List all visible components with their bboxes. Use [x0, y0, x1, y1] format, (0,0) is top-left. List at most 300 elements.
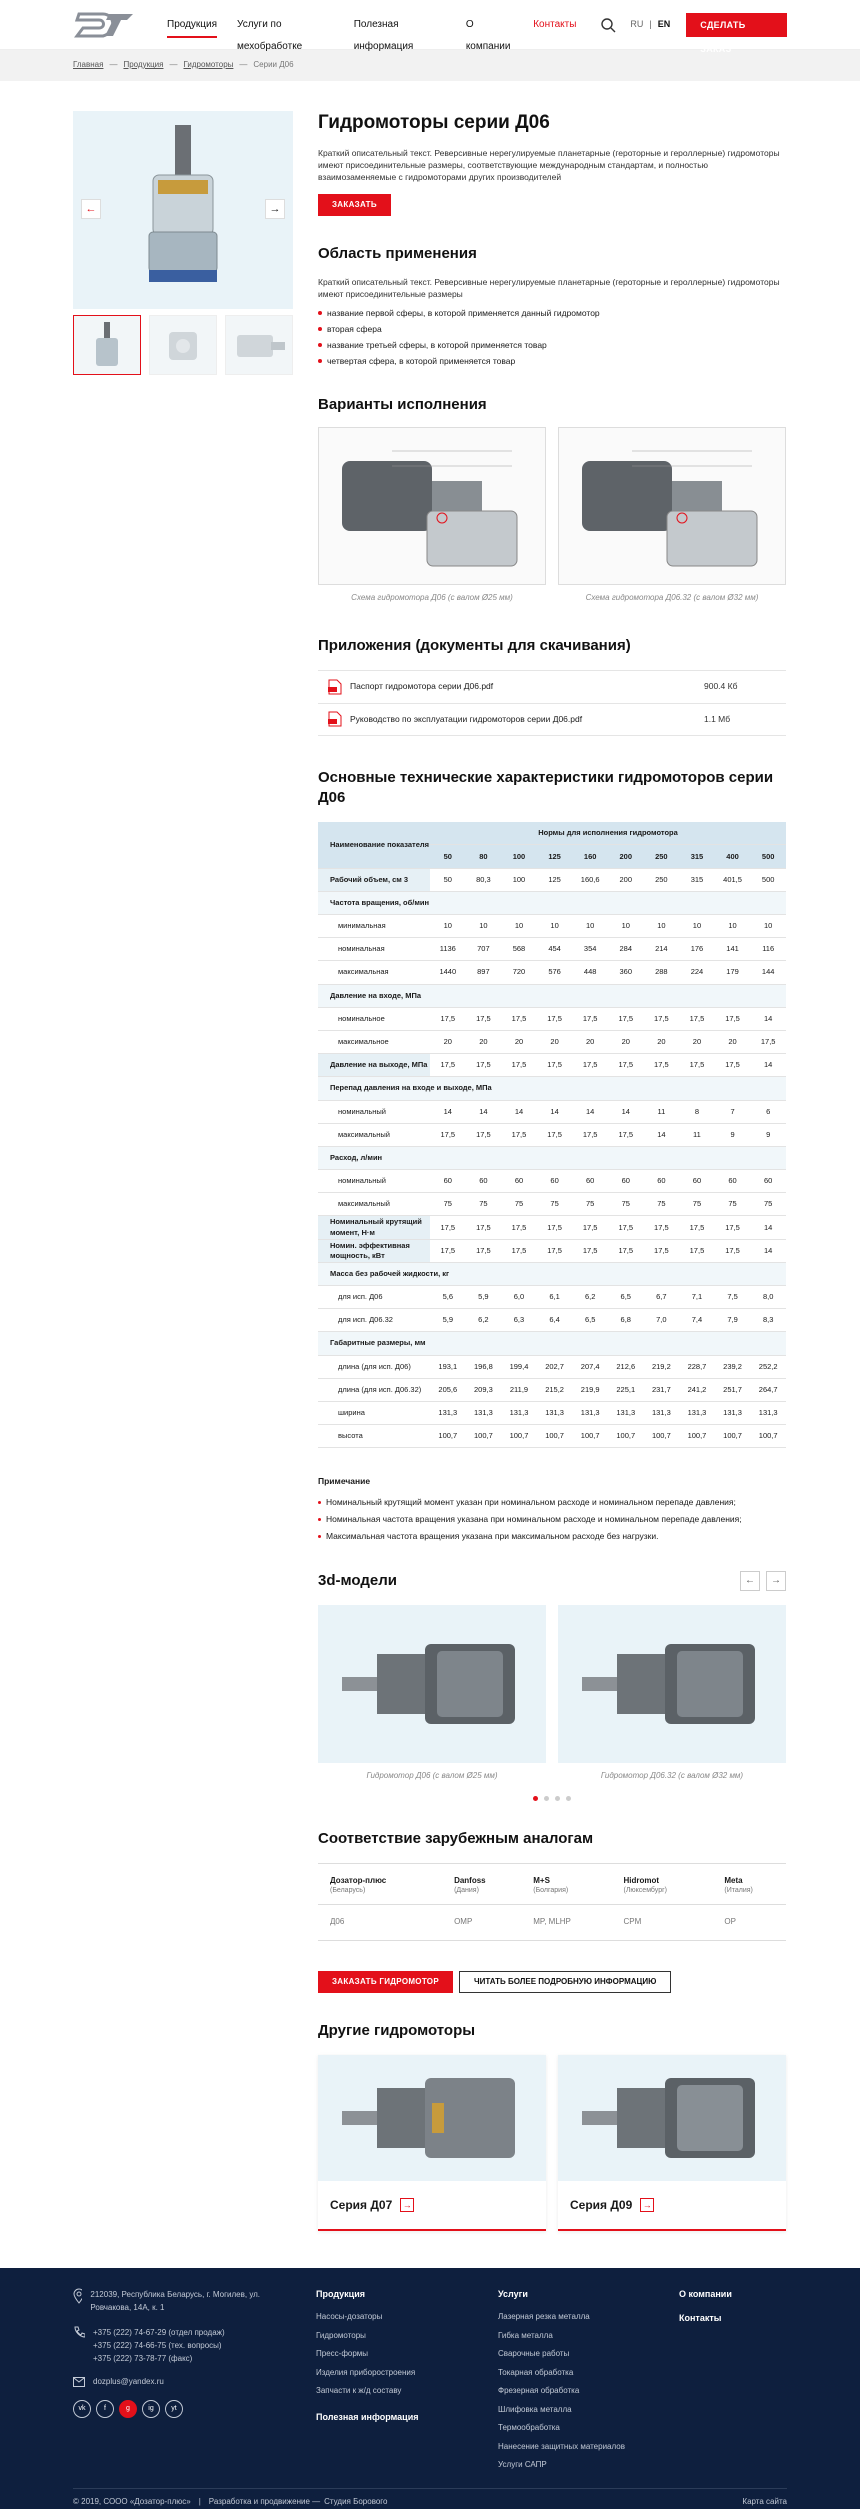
notes	[318, 1476, 786, 1544]
footer-link[interactable]: Нанесение защитных материалов	[498, 2441, 625, 2451]
variant-card[interactable]	[558, 427, 786, 604]
table-row	[318, 1170, 786, 1193]
specs-cell: 354	[572, 938, 608, 961]
specs-cell: 8,0	[750, 1286, 786, 1309]
specs-row-label: максимальное	[318, 1030, 430, 1053]
table-row	[318, 1100, 786, 1123]
page-title: Гидромоторы серии Д06	[318, 112, 550, 133]
specs-cell: 131,3	[501, 1401, 537, 1424]
specs-cell: 568	[501, 938, 537, 961]
specs-cell: 17,5	[537, 1239, 573, 1262]
specs-cell: 17,5	[466, 1123, 502, 1146]
nav-about[interactable]: О компании	[465, 18, 511, 52]
variant-scheme-image	[318, 427, 546, 585]
company-logo[interactable]	[73, 8, 135, 42]
specs-cell: 17,5	[679, 1239, 715, 1262]
specs-row-label: для исп. Д06.32	[318, 1309, 430, 1332]
specs-col-head: 160	[572, 845, 608, 868]
specs-cell: 100,7	[572, 1425, 608, 1448]
specs-cell: 5,9	[430, 1309, 466, 1332]
specs-cell: 75	[430, 1193, 466, 1216]
specs-cell: 207,4	[572, 1355, 608, 1378]
lang-ru[interactable]: RU	[630, 19, 644, 30]
carousel-dot[interactable]	[533, 1796, 538, 1801]
specs-cell: 20	[572, 1030, 608, 1053]
specs-cell: 241,2	[679, 1378, 715, 1401]
other-motor-image	[318, 2055, 546, 2181]
specs-cell: 6,2	[572, 1286, 608, 1309]
specs-title: Основные технические характеристики гидромоторов серии Д06	[318, 768, 774, 806]
search-icon[interactable]	[600, 17, 616, 33]
note-item: Номинальная частота вращения указана при номинальном расходе и номинальном перепаде давления;	[318, 1511, 786, 1528]
variant-scheme-image	[558, 427, 786, 585]
specs-cell: 10	[644, 915, 680, 938]
specs-cell: 17,5	[715, 1007, 751, 1030]
specs-row-label: Давление на выходе, МПа	[318, 1054, 430, 1077]
application-title: Область применения	[318, 245, 477, 262]
studio-link[interactable]: Студия Борового	[324, 2497, 388, 2506]
specs-col-head: 50	[430, 845, 466, 868]
specs-cell: 20	[644, 1030, 680, 1053]
specs-cell: 17,5	[466, 1054, 502, 1077]
specs-cell: 60	[501, 1170, 537, 1193]
table-row	[318, 1123, 786, 1146]
other-motor-card[interactable]	[318, 2055, 546, 2231]
specs-cell: 897	[466, 961, 502, 984]
specs-cell: 8,3	[750, 1309, 786, 1332]
specs-cell: 17,5	[679, 1007, 715, 1030]
specs-cell: 17,5	[537, 1216, 573, 1239]
footer-phone[interactable]: +375 (222) 73-78-77 (факс)	[93, 2354, 193, 2363]
specs-row-label: номинальный	[318, 1170, 430, 1193]
youtube-icon[interactable]: yt	[165, 2400, 183, 2418]
product-gallery	[73, 111, 293, 375]
specs-cell: 17,5	[715, 1054, 751, 1077]
specs-cell: 176	[679, 938, 715, 961]
specs-row-label: номинальное	[318, 1007, 430, 1030]
variant-card[interactable]	[318, 427, 546, 604]
specs-cell: 10	[608, 915, 644, 938]
gallery-next-button[interactable]: →	[265, 199, 285, 219]
specs-row-label: Рабочий объем, см 3	[318, 868, 430, 891]
specs-cell: 6,4	[537, 1309, 573, 1332]
specs-row-label: минимальная	[318, 915, 430, 938]
specs-cell: 14	[501, 1100, 537, 1123]
specs-cell: 448	[572, 961, 608, 984]
footer-phone[interactable]: +375 (222) 74-67-29 (отдел продаж)	[93, 2328, 225, 2337]
others-row	[318, 2055, 786, 2231]
footer-useful-title[interactable]: Полезная информация	[316, 2411, 419, 2422]
specs-cell: 75	[572, 1193, 608, 1216]
carousel-dot[interactable]	[544, 1796, 549, 1801]
specs-cell: 6,3	[501, 1309, 537, 1332]
footer-link[interactable]: Гибка металла	[498, 2330, 553, 2340]
specs-cell: 131,3	[430, 1401, 466, 1424]
other-motor-title[interactable]: Серия Д09	[570, 2197, 633, 2212]
analog-value: OP	[712, 1904, 786, 1940]
table-row	[318, 1077, 786, 1100]
specs-col-head: 80	[466, 845, 502, 868]
analogs-table	[318, 1863, 786, 1941]
specs-row-label: номинальная	[318, 938, 430, 961]
other-motor-image	[558, 2055, 786, 2181]
crumb-home[interactable]: Главная	[73, 60, 104, 70]
specs-cell: 17,5	[608, 1007, 644, 1030]
model-image	[558, 1605, 786, 1763]
model-card[interactable]	[318, 1605, 546, 1782]
specs-cell: 10	[750, 915, 786, 938]
specs-cell: 205,6	[430, 1378, 466, 1401]
table-row	[318, 1378, 786, 1401]
table-row	[318, 1030, 786, 1053]
list-item: название третьей сферы, в которой применяется товар	[318, 337, 786, 353]
specs-cell: 219,9	[572, 1378, 608, 1401]
table-row	[318, 1286, 786, 1309]
specs-cell: 100,7	[750, 1425, 786, 1448]
specs-cell: 401,5	[715, 868, 751, 891]
specs-cell: 360	[608, 961, 644, 984]
specs-head-name: Наименование показателя	[318, 822, 430, 868]
specs-cell: 10	[572, 915, 608, 938]
footer-link[interactable]: Лазерная резка металла	[498, 2312, 590, 2322]
list-item: вторая сфера	[318, 321, 786, 337]
table-row	[318, 1054, 786, 1077]
breadcrumb: Главная — Продукция — Гидромоторы — Серии Д06	[0, 50, 860, 81]
specs-row-label: Номинальный крутящий момент, Н·м	[318, 1216, 430, 1239]
analog-head: Hidromot (Люксембург)	[611, 1863, 712, 1904]
specs-row-label: длина (для исп. Д06)	[318, 1355, 430, 1378]
specs-cell: 212,6	[608, 1355, 644, 1378]
footer-link[interactable]: Гидромоторы	[316, 2330, 366, 2340]
table-row	[318, 1262, 786, 1285]
arrow-right-icon[interactable]: →	[400, 2198, 414, 2212]
specs-cell: 75	[608, 1193, 644, 1216]
specs-cell: 211,9	[501, 1378, 537, 1401]
footer-link[interactable]: Шлифовка металла	[498, 2404, 572, 2414]
specs-cell: 231,7	[644, 1378, 680, 1401]
specs-cell: 17,5	[466, 1216, 502, 1239]
table-row	[318, 1355, 786, 1378]
specs-cell: 6,5	[608, 1286, 644, 1309]
application-description: Краткий описательный текст. Реверсивные нерегулируемые планетарные (героторные и героллерные) гидромоторы имеют присоединительные размеры	[318, 277, 780, 299]
specs-cell: 17,5	[537, 1054, 573, 1077]
footer-link[interactable]: Термообработка	[498, 2423, 560, 2433]
product-main-image	[73, 111, 293, 309]
specs-row-label: для исп. Д06	[318, 1286, 430, 1309]
others-title: Другие гидромоторы	[318, 2021, 476, 2039]
specs-row-label: максимальный	[318, 1193, 430, 1216]
specs-cell: 60	[679, 1170, 715, 1193]
specs-cell: 196,8	[466, 1355, 502, 1378]
specs-col-head: 250	[644, 845, 680, 868]
specs-cell: 17,5	[466, 1239, 502, 1262]
specs-row-label: номинальный	[318, 1100, 430, 1123]
table-row	[318, 1239, 786, 1262]
specs-cell: 100,7	[715, 1425, 751, 1448]
specs-cell: 60	[572, 1170, 608, 1193]
specs-cell: 454	[537, 938, 573, 961]
specs-cell: 17,5	[430, 1216, 466, 1239]
specs-cell: 14	[537, 1100, 573, 1123]
specs-table	[318, 822, 786, 1449]
specs-cell: 131,3	[679, 1401, 715, 1424]
sitemap-link[interactable]: Карта сайта	[742, 2497, 787, 2506]
specs-cell: 20	[608, 1030, 644, 1053]
gallery-thumb[interactable]	[225, 315, 293, 375]
table-row	[318, 891, 786, 914]
vk-icon[interactable]: vk	[73, 2400, 91, 2418]
lang-en[interactable]: EN	[657, 19, 671, 30]
main-nav	[157, 14, 586, 52]
table-row	[318, 1216, 786, 1239]
specs-cell: 75	[644, 1193, 680, 1216]
specs-col-head: 125	[537, 845, 573, 868]
facebook-icon[interactable]: f	[96, 2400, 114, 2418]
social-links	[73, 2400, 283, 2418]
doc-size: 1.1 Мб	[704, 713, 731, 724]
model-caption: Гидромотор Д06 (с валом Ø25 мм)	[366, 1770, 498, 1780]
footer-email[interactable]: dozplus@yandex.ru	[93, 2377, 164, 2386]
footer-contacts-title[interactable]: Контакты	[679, 2313, 722, 2324]
specs-cell: 17,5	[501, 1239, 537, 1262]
analog-head: Дозатор-плюс (Беларусь)	[318, 1863, 442, 1904]
analog-value: Д06	[318, 1904, 442, 1940]
carousel-dots	[318, 1796, 786, 1801]
other-motor-card[interactable]	[558, 2055, 786, 2231]
specs-cell: 14	[466, 1100, 502, 1123]
order-hydromotor-button[interactable]: ЗАКАЗАТЬ ГИДРОМОТОР	[318, 1971, 453, 1993]
specs-cell: 20	[501, 1030, 537, 1053]
table-row	[318, 1425, 786, 1448]
application-list	[318, 305, 786, 369]
gallery-prev-button[interactable]: ←	[81, 199, 101, 219]
location-pin-icon	[73, 2288, 82, 2304]
specs-cell: 7,4	[679, 1309, 715, 1332]
table-row	[318, 984, 786, 1007]
specs-cell: 11	[679, 1123, 715, 1146]
footer-link[interactable]: Насосы-дозаторы	[316, 2312, 383, 2322]
specs-cell: 315	[679, 868, 715, 891]
nav-useful-info[interactable]: Полезная информация	[353, 18, 414, 52]
specs-cell: 17,5	[608, 1054, 644, 1077]
footer-phone[interactable]: +375 (222) 74-66-75 (тех. вопросы)	[93, 2341, 222, 2350]
variants-row	[318, 427, 786, 604]
specs-cell: 10	[430, 915, 466, 938]
footer-link[interactable]: Изделия приборостроения	[316, 2367, 416, 2377]
specs-head-norms: Нормы для исполнения гидромотора	[430, 822, 786, 845]
specs-cell: 131,3	[750, 1401, 786, 1424]
list-item: четвертая сфера, в которой применяется товар	[318, 353, 786, 369]
specs-row-label: максимальная	[318, 961, 430, 984]
specs-cell: 100,7	[537, 1425, 573, 1448]
specs-col-head: 400	[715, 845, 751, 868]
order-button[interactable]: ЗАКАЗАТЬ	[318, 194, 391, 216]
footer-link[interactable]: Токарная обработка	[498, 2367, 574, 2377]
doc-row[interactable]	[318, 670, 786, 703]
specs-cell: 225,1	[608, 1378, 644, 1401]
specs-cell: 17,5	[537, 1007, 573, 1030]
specs-cell: 60	[430, 1170, 466, 1193]
table-row	[318, 1309, 786, 1332]
gallery-thumbnails	[73, 315, 293, 375]
specs-cell: 80,3	[466, 868, 502, 891]
instagram-icon[interactable]: ig	[142, 2400, 160, 2418]
copyright: © 2019, СООО «Дозатор-плюс»	[73, 2497, 191, 2506]
doc-row[interactable]	[318, 703, 786, 736]
footer-link[interactable]: Пресс-формы	[316, 2349, 369, 2359]
specs-cell: 17,5	[501, 1054, 537, 1077]
crumb-hydromotors[interactable]: Гидромоторы	[183, 60, 234, 70]
footer-link[interactable]: Запчасти к ж/д составу	[316, 2386, 402, 2396]
specs-cell: 7,0	[644, 1309, 680, 1332]
specs-cell: 14	[750, 1216, 786, 1239]
specs-cell: 250	[644, 868, 680, 891]
specs-cell: 707	[466, 938, 502, 961]
specs-row-label: максимальный	[318, 1123, 430, 1146]
model-card[interactable]	[558, 1605, 786, 1782]
analog-head: Danfoss (Дания)	[442, 1863, 521, 1904]
specs-cell: 14	[750, 1054, 786, 1077]
carousel-dot[interactable]	[555, 1796, 560, 1801]
specs-cell: 17,5	[608, 1239, 644, 1262]
specs-cell: 17,5	[430, 1007, 466, 1030]
developer-text: Разработка и продвижение —	[208, 2497, 321, 2506]
specs-cell: 60	[750, 1170, 786, 1193]
pdf-icon	[328, 711, 342, 727]
analog-value: OMP	[442, 1904, 521, 1940]
models-prev-button[interactable]: ←	[740, 1571, 760, 1591]
docs-title: Приложения (документы для скачивания)	[318, 636, 631, 654]
specs-cell: 288	[644, 961, 680, 984]
specs-cell: 75	[715, 1193, 751, 1216]
footer-link[interactable]: Фрезерная обработка	[498, 2386, 580, 2396]
specs-cell: 17,5	[572, 1054, 608, 1077]
specs-col-head: 200	[608, 845, 644, 868]
footer-link[interactable]: Сварочные работы	[498, 2349, 570, 2359]
specs-row-label: высота	[318, 1425, 430, 1448]
specs-cell: 17,5	[430, 1123, 466, 1146]
variant-caption: Схема гидромотора Д06.32 (с валом Ø32 мм)	[585, 593, 759, 602]
specs-cell: 264,7	[750, 1378, 786, 1401]
specs-cell: 14	[750, 1239, 786, 1262]
specs-cell: 239,2	[715, 1355, 751, 1378]
specs-cell: 215,2	[537, 1378, 573, 1401]
specs-cell: 20	[466, 1030, 502, 1053]
specs-cell: 193,1	[430, 1355, 466, 1378]
specs-cell: 14	[644, 1123, 680, 1146]
specs-cell: 17,5	[644, 1216, 680, 1239]
model-image	[318, 1605, 546, 1763]
nav-contacts[interactable]: Контакты	[533, 18, 577, 30]
specs-cell: 60	[715, 1170, 751, 1193]
specs-cell: 50	[430, 868, 466, 891]
phone-icon	[73, 2326, 85, 2338]
specs-cell: 141	[715, 938, 751, 961]
specs-cell: 7,1	[679, 1286, 715, 1309]
specs-cell: 17,5	[466, 1007, 502, 1030]
specs-cell: 100,7	[608, 1425, 644, 1448]
variant-caption: Схема гидромотора Д06 (с валом Ø25 мм)	[351, 593, 513, 602]
gallery-thumb[interactable]	[73, 315, 141, 375]
specs-cell: 60	[644, 1170, 680, 1193]
nav-machining[interactable]: Услуги по мехобработке	[237, 18, 303, 52]
specs-cell: 75	[501, 1193, 537, 1216]
specs-cell: 5,6	[430, 1286, 466, 1309]
models-next-button[interactable]: →	[766, 1571, 786, 1591]
other-motor-title[interactable]: Серия Д07	[330, 2197, 393, 2212]
specs-cell: 200	[608, 868, 644, 891]
product-description: Краткий описательный текст. Реверсивные нерегулируемые планетарные (героторные и героллерные) гидромоторы имеют присоединительные размеры, соответствующие международным стандартам, и полностью взаимозаменяемые с гидромоторами других производителей	[318, 148, 780, 182]
table-row	[318, 1193, 786, 1216]
specs-cell: 20	[679, 1030, 715, 1053]
specs-cell: 17,5	[644, 1239, 680, 1262]
footer-about-title[interactable]: О компании	[679, 2289, 732, 2299]
mail-icon	[73, 2377, 85, 2387]
table-row	[318, 1332, 786, 1355]
specs-cell: 7,5	[715, 1286, 751, 1309]
specs-cell: 5,9	[466, 1286, 502, 1309]
specs-row-label: Номин. эффективная мощность, кВт	[318, 1239, 430, 1262]
gallery-thumb[interactable]	[149, 315, 217, 375]
specs-cell: 6,5	[572, 1309, 608, 1332]
specs-cell: 17,5	[644, 1054, 680, 1077]
specs-cell: 17,5	[608, 1123, 644, 1146]
crumb-products[interactable]: Продукция	[123, 60, 164, 70]
specs-cell: 17,5	[644, 1007, 680, 1030]
specs-cell: 219,2	[644, 1355, 680, 1378]
models-carousel	[318, 1605, 786, 1782]
specs-cell: 131,3	[715, 1401, 751, 1424]
table-row	[318, 938, 786, 961]
note-item: Максимальная частота вращения указана при максимальном расходе без нагрузки.	[318, 1528, 786, 1545]
specs-cell: 252,2	[750, 1355, 786, 1378]
nav-products[interactable]: Продукция	[157, 14, 227, 36]
read-more-button[interactable]: ЧИТАТЬ БОЛЕЕ ПОДРОБНУЮ ИНФОРМАЦИЮ	[459, 1971, 671, 1993]
specs-cell: 17,5	[501, 1007, 537, 1030]
specs-cell: 17,5	[679, 1216, 715, 1239]
doc-name[interactable]: Руководство по эксплуатации гидромоторов серии Д06.pdf	[350, 713, 583, 724]
specs-cell: 17,5	[501, 1216, 537, 1239]
specs-cell: 75	[750, 1193, 786, 1216]
specs-cell: 179	[715, 961, 751, 984]
specs-cell: 10	[537, 915, 573, 938]
specs-cell: 131,3	[466, 1401, 502, 1424]
specs-cell: 1440	[430, 961, 466, 984]
specs-cell: 131,3	[572, 1401, 608, 1424]
site-footer	[0, 2268, 860, 2509]
footer-link[interactable]: Услуги САПР	[498, 2460, 547, 2470]
specs-cell: 75	[537, 1193, 573, 1216]
make-order-button[interactable]: СДЕЛАТЬ ЗАКАЗ	[686, 13, 787, 37]
specs-cell: 284	[608, 938, 644, 961]
specs-cell: 100,7	[466, 1425, 502, 1448]
specs-group-label: Давление на входе, МПа	[318, 984, 786, 1007]
specs-group-label: Габаритные размеры, мм	[318, 1332, 786, 1355]
specs-cell: 14	[572, 1100, 608, 1123]
list-item: название первой сферы, в которой применяется данный гидромотор	[318, 305, 786, 321]
carousel-dot[interactable]	[566, 1796, 571, 1801]
specs-cell: 6,8	[608, 1309, 644, 1332]
google-plus-icon[interactable]: g	[119, 2400, 137, 2418]
footer-products-title[interactable]: Продукция	[316, 2289, 365, 2299]
specs-cell: 160,6	[572, 868, 608, 891]
specs-cell: 60	[608, 1170, 644, 1193]
doc-name[interactable]: Паспорт гидромотора серии Д06.pdf	[350, 681, 494, 692]
specs-cell: 131,3	[537, 1401, 573, 1424]
arrow-right-icon[interactable]: →	[640, 2198, 654, 2212]
specs-group-label: Частота вращения, об/мин	[318, 891, 786, 914]
footer-services-title[interactable]: Услуги	[498, 2289, 528, 2299]
